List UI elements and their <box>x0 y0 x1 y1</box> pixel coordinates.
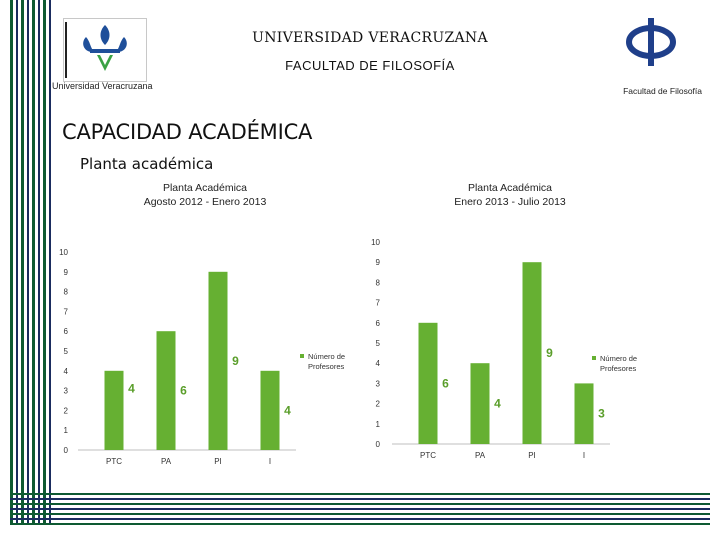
chart2-title <box>415 181 605 209</box>
chart2-x-tick-label: PTC <box>420 451 436 460</box>
chart2-y-tick-label: 5 <box>375 339 380 348</box>
faculty-name: FACULTAD DE FILOSOFÍA <box>285 58 455 73</box>
fleur-de-lis-logo-icon <box>64 19 146 81</box>
chart2-legend-swatch <box>592 356 596 360</box>
chart2-data-label-pa: 4 <box>494 396 501 411</box>
chart1-legend-label-line1: Número de <box>308 352 346 361</box>
chart2-y-tick-label: 0 <box>375 440 380 449</box>
chart2-data-label-ptc: 6 <box>442 376 449 391</box>
chart2-x-tick-label: PI <box>528 451 536 460</box>
chart2-title-line1: Planta Académica <box>467 182 553 194</box>
chart1-y-tick-label: 7 <box>63 307 68 317</box>
chart1-y-tick-label: 8 <box>63 287 68 297</box>
chart1-y-tick-label: 6 <box>63 327 68 337</box>
chart1-x-tick-label: PI <box>214 457 222 466</box>
chart2-data-label-i: 3 <box>598 406 605 421</box>
chart2-bar-ptc <box>419 323 438 444</box>
chart2-y-tick-label: 7 <box>375 298 380 308</box>
chart2-y-tick-label: 4 <box>375 359 380 369</box>
university-logo <box>63 18 147 82</box>
chart2-bar-i <box>575 383 594 444</box>
chart2-data-label-pi: 9 <box>546 346 553 361</box>
chart2-y-tick-label: 6 <box>375 318 380 328</box>
chart2-y-tick-label: 1 <box>375 419 380 429</box>
chart2-y-tick-label: 8 <box>375 278 380 288</box>
chart1-y-tick-label: 9 <box>63 267 68 277</box>
section-subtitle: Planta académica <box>80 155 214 173</box>
chart1-y-tick-label: 5 <box>63 347 68 356</box>
chart1-bar-pa <box>157 331 176 450</box>
chart2-x-tick-label: I <box>582 451 586 460</box>
chart2-y-tick-label: 9 <box>375 258 380 268</box>
chart1-data-label-ptc: 4 <box>128 381 135 396</box>
chart1-title-line2: Agosto 2012 - Enero 2013 <box>143 196 267 208</box>
chart1-data-label-i: 4 <box>284 403 291 418</box>
chart1-y-tick-label: 10 <box>59 248 68 257</box>
chart1-bar-pi <box>209 272 228 450</box>
left-logo-caption: Universidad Veracruzana <box>52 81 153 91</box>
chart1-legend-swatch <box>300 354 304 358</box>
chart1-y-tick-label: 3 <box>63 386 68 396</box>
chart2 <box>350 232 670 468</box>
chart1-data-label-pa: 6 <box>180 383 187 398</box>
chart1-title-line1: Planta Académica <box>162 182 248 194</box>
chart1-y-tick-label: 0 <box>63 446 68 455</box>
phi-logo-icon <box>622 16 680 68</box>
chart1-bar-i <box>261 371 280 450</box>
chart2-bar-pa <box>471 363 490 444</box>
chart1-y-tick-label: 4 <box>63 366 68 376</box>
chart2-y-tick-label: 2 <box>375 399 380 409</box>
chart2-y-tick-label: 3 <box>375 379 380 389</box>
chart2-x-tick-label: PA <box>474 451 486 460</box>
chart1-y-tick-label: 2 <box>63 406 68 416</box>
chart1-x-tick-label: I <box>268 457 272 466</box>
chart2-bar-pi <box>523 262 542 444</box>
chart2-legend-label-line1: Número de <box>600 354 638 363</box>
chart2-title-line2: Enero 2013 - Julio 2013 <box>454 196 566 208</box>
chart1-data-label-pi: 9 <box>232 353 239 368</box>
chart1-bar-ptc <box>105 371 124 450</box>
chart2-y-tick-label: 10 <box>371 238 380 247</box>
chart1-legend-label-line2: Profesores <box>308 362 345 371</box>
chart1-x-tick-label: PTC <box>106 457 122 466</box>
right-logo-caption: Facultad de Filosofía <box>623 86 702 96</box>
chart1-title <box>110 181 300 209</box>
chart1-y-tick-label: 1 <box>63 426 68 436</box>
university-name: UNIVERSIDAD VERACRUZANA <box>252 30 488 46</box>
chart1 <box>40 240 360 470</box>
section-title: CAPACIDAD ACADÉMICA <box>62 120 313 144</box>
chart2-legend-label-line2: Profesores <box>600 364 637 373</box>
chart1-x-tick-label: PA <box>160 457 172 466</box>
